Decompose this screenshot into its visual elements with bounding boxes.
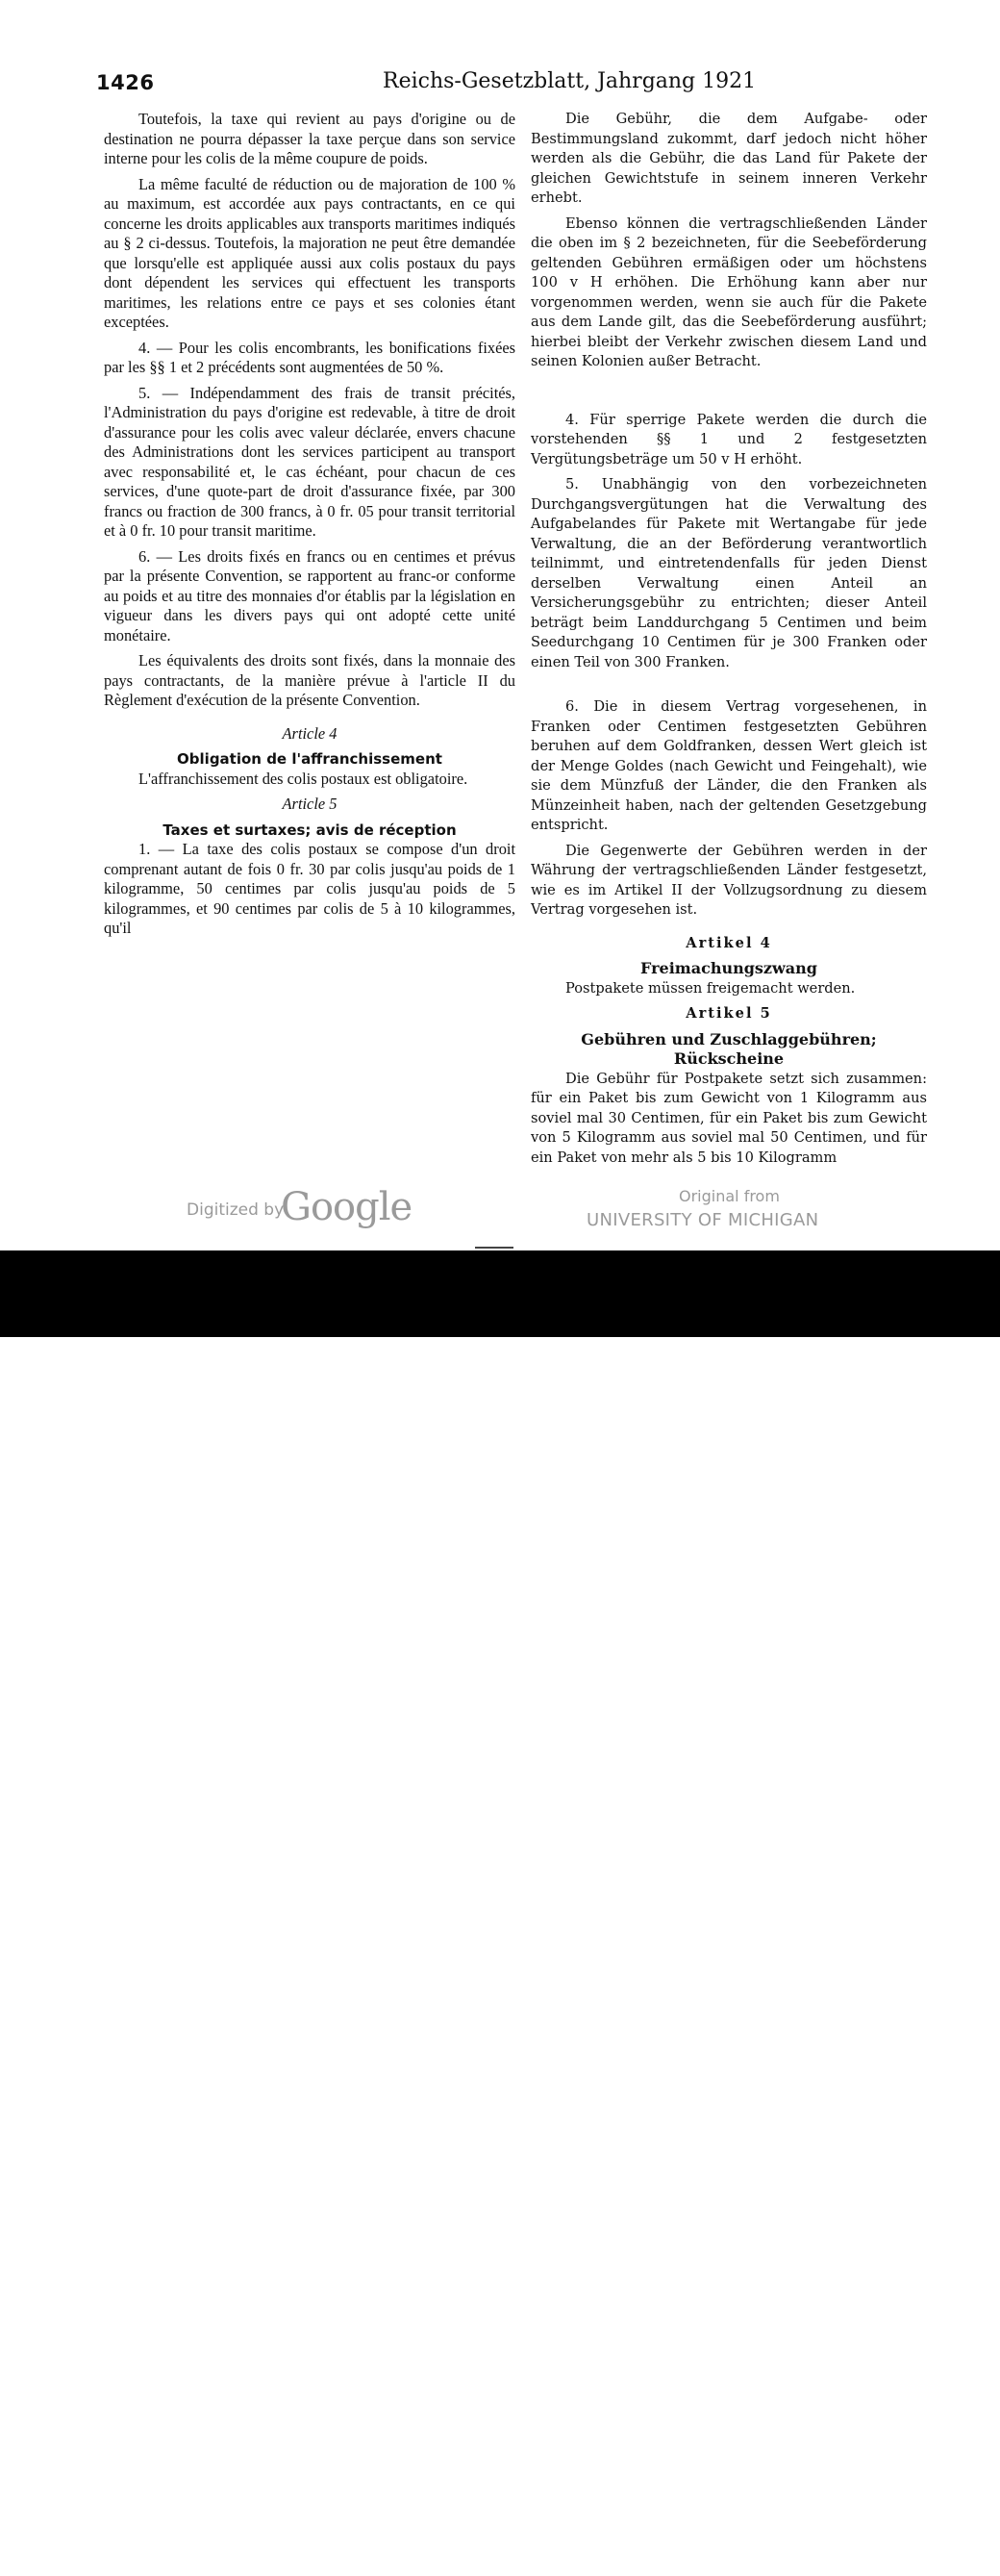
page-number: 1426 [96,71,155,94]
french-article-5-title: Article 5 [282,795,338,813]
german-article-5-heading: Gebühren und Zuschlaggebühren; Rückscheine [581,1029,877,1068]
stock-watermark-bar [0,1250,1000,2576]
french-paragraph: 1. — La taxe des colis postaux se compose d'un droit comprenant autant de fois 0 fr. 30 par colis jusqu'au poids de 1 kilogramme, 50 centimes par colis jusqu'au poids de 5 kilogrammes, et 90 centimes par colis de 5 à 10 kilogrammes, qu'il [104,840,515,937]
german-paragraph: 6. Die in diesem Vertrag vorgesehenen, in Franken oder Centimen festgesetzten Gebühren beruhen auf dem Goldfranken, dessen Wert gleich ist der Menge Goldes (nach Gewicht und Feingehalt), wie sie dem Münzfuß der Länder, die den Franken als Münzeinheit haben, nach der geltenden Gesetzgebung entspricht. [531,698,927,833]
alamy-logo: alamy [38,2518,204,2576]
german-paragraph: Ebenso können die vertragschließenden Länder die oben im § 2 bezeichneten, für die Seebeförderung geltenden Gebühren ermäßigen oder um höchstens 100 v H erhöhen. Die Erhöhung kann aber nur vorgenommen werden, wenn sie auch für die Pakete aus dem Lande gilt, das die Seebeförderung ausführt; hierbei bleibt der Verkehr zwischen diesem Land und seinen Kolonien außer Betracht. [531,215,927,369]
digitized-by-label: Digitized by [187,1200,285,1220]
german-article-5-title: Artikel 5 [686,1005,772,1022]
french-article-4-title: Article 4 [282,723,338,743]
french-column [104,110,515,939]
german-paragraph: Die Gegenwerte der Gebühren werden in der Währung der vertragschließenden Länder festgesetzt, wie es im Artikel II der Vollzugsordnung zu diesem Vertrag vorgesehen ist. [531,842,927,918]
page-rule [475,1247,513,1249]
german-paragraph: 4. Für sperrige Pakete werden die durch die vorstehenden §§ 1 und 2 festgesetzten Vergütungsbeträge um 50 v H erhöht. [531,411,927,467]
german-paragraph: Postpakete müssen freigemacht werden. [565,979,856,997]
running-title: Reichs-Gesetzblatt, Jahrgang 1921 [383,69,757,93]
french-paragraph: Toutefois, la taxe qui revient au pays d'origine ou de destination ne pourra dépasser la taxe perçue dans son service interne pour les colis de la même coupure de poids. [104,110,515,167]
french-paragraph: Les équivalents des droits sont fixés, dans la monnaie des pays contractants, de la manière prévue à l'article II du Règlement d'exécution de la présente Convention. [104,651,515,709]
document-page [0,0,1000,1250]
german-paragraph: Die Gebühr, die dem Aufgabe- oder Bestimmungsland zukommt, darf jedoch nicht höher werden als die Gebühr, die das Land für Pakete der gleichen Gewichtstufe in seinem inneren Verkehr erhebt. [531,111,927,206]
french-article-4-heading: Obligation de l'affranchissement [177,750,442,768]
french-paragraph: 5. — Indépendamment des frais de transit précités, l'Administration du pays d'origine est redevable, à titre de droit d'assurance pour les colis avec valeur déclarée, envers chacune des Administrations dont les services participent au transport avec responsabilité et, le cas échéant, pour chacun de ces services, d'une quote-part de droit d'assurance fixée, par 300 francs ou fraction de 300 francs, à 0 fr. 05 pour transit territorial et à 0 fr. 10 pour transit maritime. [104,383,515,540]
university-label: UNIVERSITY OF MICHIGAN [587,1210,819,1230]
german-paragraph: 5. Unabhängig von den vorbezeichneten Durchgangsvergütungen hat die Verwaltung des Aufgabelandes für Pakete mit Wertangabe für jede Verwaltung, die an der Beförderung verantwortlich teilnimmt, und eintretendenfalls für jeden Dienst derselben Verwaltung einen Anteil an Versicherungsgebühr zu entrichten; dieser Anteil beträgt beim Landdurchgang 5 Centimen und beim Seedurchgang 10 Centimen für je 300 Franken oder einen Teil von 300 Franken. [531,476,927,670]
french-article-5-heading: Taxes et surtaxes; avis de réception [162,821,457,839]
image-id: P9YDFB [872,2516,962,2539]
french-paragraph: 6. — Les droits fixés en francs ou en centimes et prévus par la présente Convention, se rapportent au franc-or conforme au poids et au titre des monnaies d'or établis par la législation en vigueur dans les divers pays qui ont adopté cette unité monétaire. [104,546,515,644]
watermark-url: www.alamy.com [787,2547,962,2570]
german-column [531,110,927,1168]
french-paragraph: L'affranchissement des colis postaux est obligatoire. [138,769,468,788]
google-logo: Google [281,1185,412,1229]
german-article-4-heading: Freimachungszwang [640,959,817,977]
french-paragraph: 4. — Pour les colis encombrants, les bonifications fixées par les §§ 1 et 2 précédents sont augmentées de 50 %. [104,338,515,376]
original-from-label: Original from [679,1187,780,1205]
french-paragraph: La même faculté de réduction ou de majoration de 100 % au maximum, est accordée aux pays contractants, en ce qui concerne les droits applicables aux transports maritimes indiqués au § 2 ci-dessus. Toutefois, la majoration ne peut être demandée que lorsqu'elle est appliquée aussi aux colis postaux du pays dont dépendent les services qui effectuent les transports maritimes, les relations entre ce pays et ses colonies étant exceptées. [104,174,515,331]
german-article-4-title: Artikel 4 [686,934,772,951]
german-paragraph: Die Gebühr für Postpakete setzt sich zusammen: für ein Paket bis zum Gewicht von 1 Kilogramm aus soviel mal 30 Centimen, für ein Paket bis zum Gewicht von 5 Kilogramm aus soviel mal 50 Centimen, und für ein Paket von mehr als 5 bis 10 Kilogramm [531,1070,927,1166]
